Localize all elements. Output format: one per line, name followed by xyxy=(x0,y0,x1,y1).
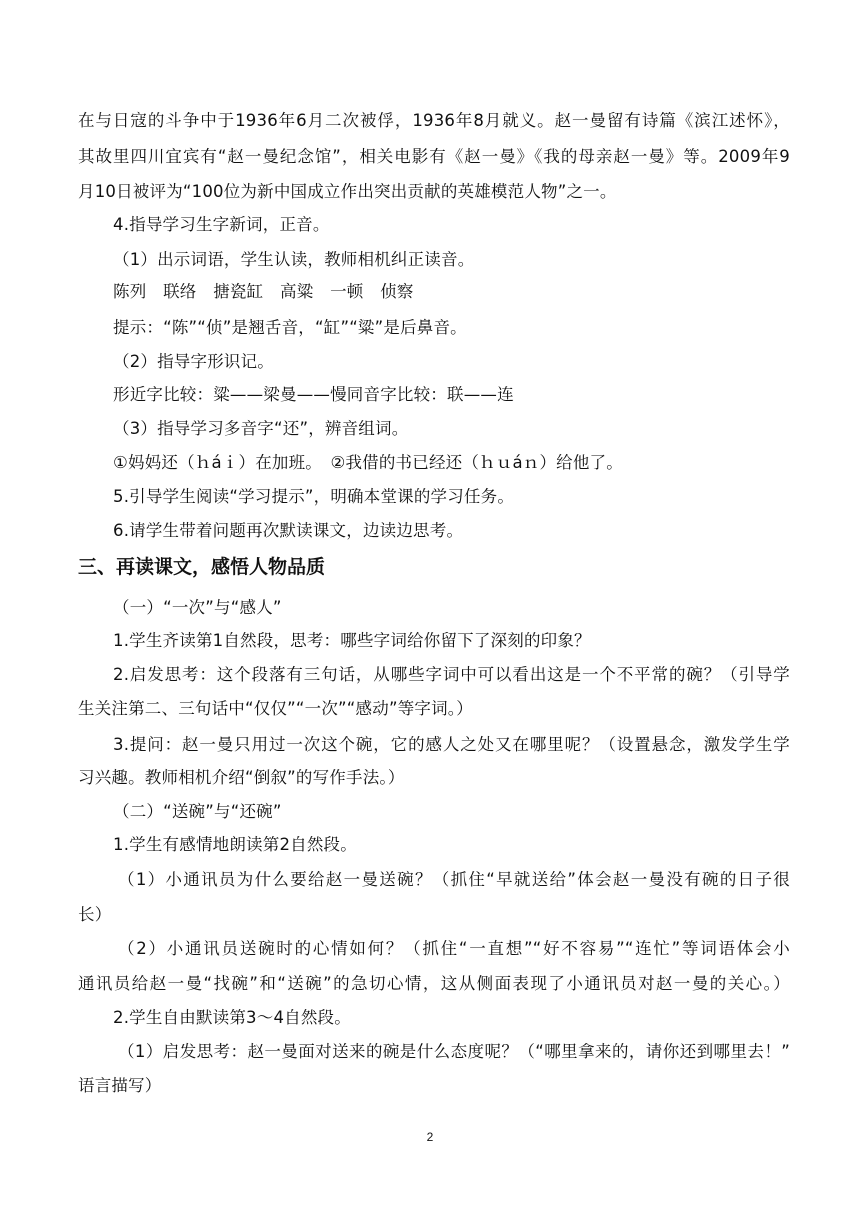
paragraph-line: （2）指导字形识记。 xyxy=(113,352,274,371)
paragraph-line: （1）启发思考：赵一曼面对送来的碗是什么态度呢？（“哪里拿来的，请你还到哪里去！” xyxy=(118,1042,790,1061)
paragraph-line: 长） xyxy=(78,905,112,924)
paragraph-line: 2.学生自由默读第3～4自然段。 xyxy=(113,1008,351,1027)
paragraph-line: 生关注第二、三句话中“仅仅”“一次”“感动”等字词。） xyxy=(78,699,473,718)
subsection-title: （二）“送碗”与“还碗” xyxy=(113,802,282,821)
paragraph-line: （2）小通讯员送碗时的心情如何？（抓住“一直想”“好不容易”“连忙”等词语体会小 xyxy=(118,939,790,958)
paragraph-line: 语言描写） xyxy=(78,1076,162,1095)
paragraph-line: 月10日被评为“100位为新中国成立作出突出贡献的英雄模范人物”之一。 xyxy=(78,182,617,201)
paragraph-line: （3）指导学习多音字“还”，辨音组词。 xyxy=(113,419,409,438)
paragraph-line: 1.学生有感情地朗读第2自然段。 xyxy=(113,835,357,854)
paragraph-line: 6.请学生带着问题再次默读课文，边读边思考。 xyxy=(113,521,464,540)
page-number: 2 xyxy=(426,1130,434,1144)
paragraph-line: （1）小通讯员为什么要给赵一曼送碗？（抓住“早就送给”体会赵一曼没有碗的日子很 xyxy=(118,870,790,889)
paragraph-line: 习兴趣。教师相机介绍“倒叙”的写作手法。） xyxy=(78,768,405,787)
subsection-title: （一）“一次”与“感人” xyxy=(113,598,282,617)
paragraph-line: （1）出示词语，学生认读，教师相机纠正读音。 xyxy=(113,250,475,269)
paragraph-line: 1.学生齐读第1自然段，思考：哪些字词给你留下了深刻的印象？ xyxy=(113,631,591,650)
paragraph-line: 通讯员给赵一曼“找碗”和“送碗”的急切心情，这从侧面表现了小通讯员对赵一曼的关心。） xyxy=(78,974,790,993)
paragraph-line: 形近字比较：粱——梁曼——慢同音字比较：联——连 xyxy=(113,385,514,404)
paragraph-line: 3.提问：赵一曼只用过一次这个碗，它的感人之处又在哪里呢？（设置悬念，激发学生学 xyxy=(113,735,790,754)
paragraph-line: 提示：“陈”“侦”是翘舌音，“缸”“粱”是后鼻音。 xyxy=(113,318,467,337)
paragraph-line: 5.引导学生阅读“学习提示”，明确本堂课的学习任务。 xyxy=(113,487,515,506)
paragraph-line: 在与日寇的斗争中于1936年6月二次被俘，1936年8月就义。赵一曼留有诗篇《滨江述怀》， xyxy=(78,111,790,130)
paragraph-line: ①妈妈还（ｈáｉ）在加班。 ②我借的书已经还（ｈｕáｎ）给他了。 xyxy=(113,453,623,472)
paragraph-line: 4.指导学习生字新词，正音。 xyxy=(113,215,330,234)
section-heading: 三、再读课文，感悟人物品质 xyxy=(78,556,326,578)
paragraph-line: 其故里四川宜宾有“赵一曼纪念馆”，相关电影有《赵一曼》《我的母亲赵一曼》等。2009年9 xyxy=(78,147,790,166)
paragraph-line: 2.启发思考：这个段落有三句话，从哪些字词中可以看出这是一个不平常的碗？（引导学 xyxy=(113,665,790,684)
vocabulary-list: 陈列 联络 搪瓷缸 高粱 一顿 侦察 xyxy=(113,282,414,301)
